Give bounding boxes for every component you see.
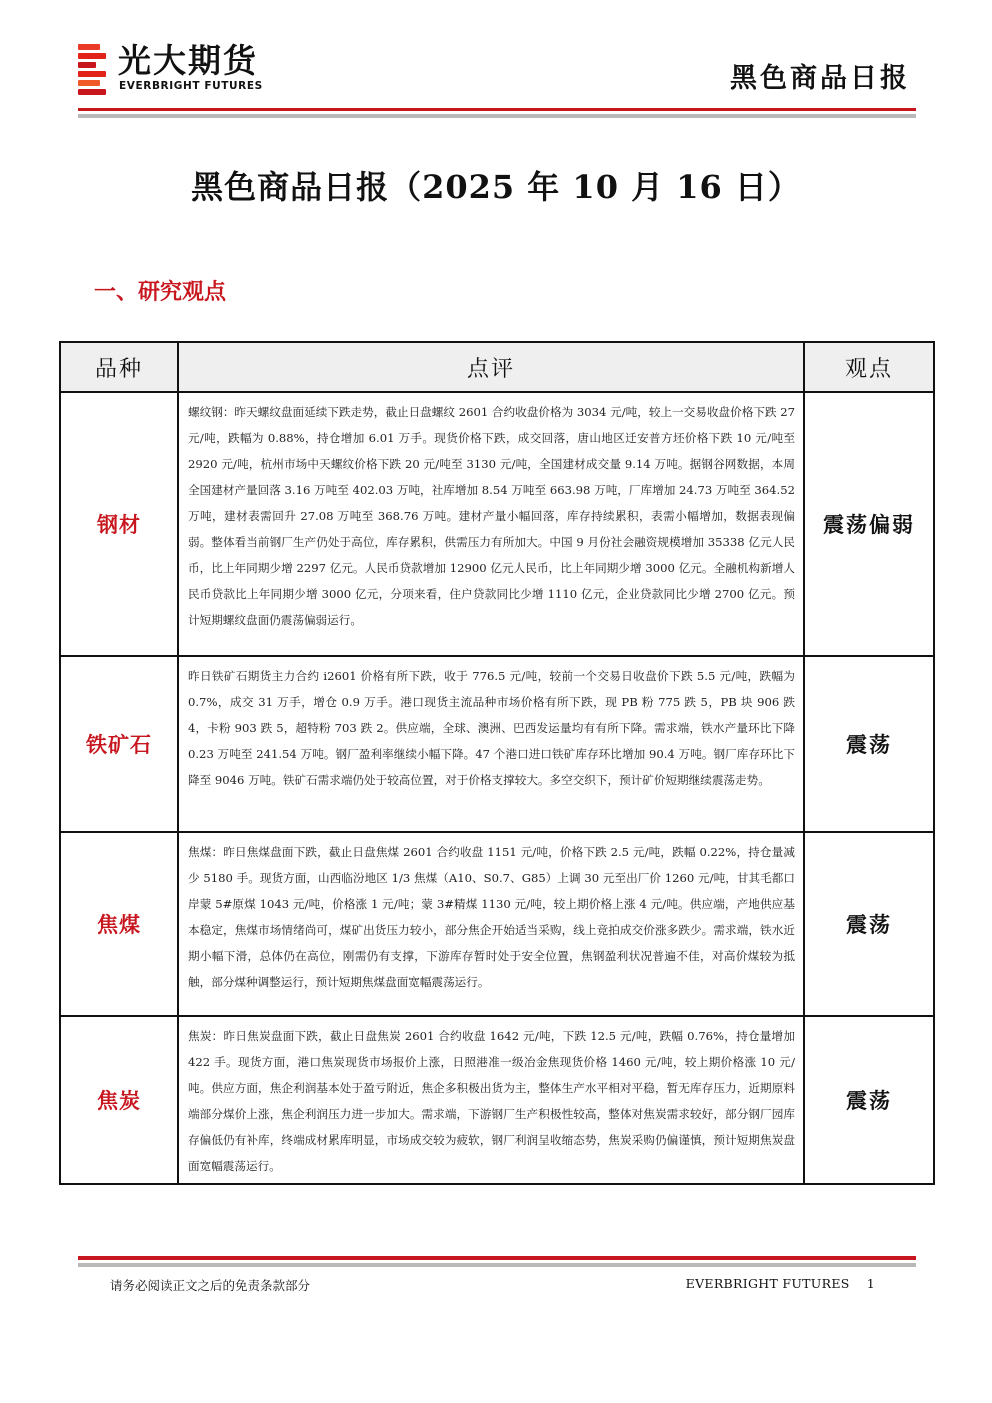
row-view: 震荡偏弱: [804, 392, 934, 656]
row-comment: 焦煤：昨日焦煤盘面下跌，截止日盘焦煤 2601 合约收盘 1151 元/吨，价格下跌 2.5 元/吨，跌幅 0.22%，持仓量减少 5180 手。现货方面，山西临汾地区 1/3 焦煤（A10、S0.7、G85）上调 30 元至出厂价 1260 元/吨，甘其毛都口岸蒙 5#原煤 1043 元/吨，价格涨 1 元/吨；蒙 3#精煤 1130 元/吨，较上期价格上涨 4 元/吨。供应端，产地供应基本稳定，焦煤市场情绪尚可，煤矿出货压力较小，部分焦企开始适当采购，线上竞拍成交价涨多跌少。需求端，铁水近期小幅下滑，总体仍在高位，刚需仍有支撑，下游库存暂时处于安全位置，焦钢盈利状况普遍不佳，对高价煤较为抵触，部分煤种调整运行，预计短期焦煤盘面宽幅震荡运行。: [178, 832, 804, 1016]
column-header-view: 观点: [804, 342, 934, 392]
brand-name-en: EVERBRIGHT FUTURES: [119, 80, 263, 92]
row-kind: 铁矿石: [60, 656, 178, 832]
row-kind: 钢材: [60, 392, 178, 656]
row-view: 震荡: [804, 832, 934, 1016]
document-title: 黑色商品日报（2025 年 10 月 16 日）: [191, 168, 801, 206]
everbright-logo-icon: [78, 44, 108, 96]
research-view-table: [59, 341, 935, 1185]
footer-brand: EVERBRIGHT FUTURES: [685, 1276, 850, 1291]
row-kind: 焦煤: [60, 832, 178, 1016]
row-comment: 昨日铁矿石期货主力合约 i2601 价格有所下跌，收于 776.5 元/吨，较前一个交易日收盘价下跌 5.5 元/吨，跌幅为 0.7%，成交 31 万手，增仓 0.9 万手。港口现货主流品种市场价格有所下跌，现 PB 粉 775 跌 5，PB 块 906 跌 4，卡粉 903 跌 5，超特粉 703 跌 2。供应端，全球、澳洲、巴西发运量均有有所下降。需求端，铁水产量环比下降 0.23 万吨至 241.54 万吨。钢厂盈利率继续小幅下降。47 个港口进口铁矿库存环比增加 90.4 万吨。钢厂库存环比下降至 9046 万吨。铁矿石需求端仍处于较高位置，对于价格支撑较大。多空交织下，预计矿价短期继续震荡走势。: [178, 656, 804, 832]
footer-divider-red: [78, 1256, 916, 1260]
header-report-type: 黑色商品日报: [730, 63, 910, 94]
row-kind: 焦炭: [60, 1016, 178, 1184]
row-comment: 焦炭：昨日焦炭盘面下跌，截止日盘焦炭 2601 合约收盘 1642 元/吨，下跌 12.5 元/吨，跌幅 0.76%，持仓量增加 422 手。现货方面，港口焦炭现货市场报价上涨，日照港准一级冶金焦现货价格 1460 元/吨，较上期价格涨 10 元/吨。供应方面，焦企利润基本处于盈亏附近，焦企多积极出货为主，整体生产水平相对平稳，暂无库存压力，近期原料端部分煤价上涨，焦企利润压力进一步加大。需求端，下游钢厂生产积极性较高，整体对焦炭需求较好，部分钢厂园库存偏低仍有补库，终端成材累库明显，市场成交较为疲软，钢厂利润呈收缩态势，焦炭采购仍偏谨慎，预计短期焦炭盘面宽幅震荡运行。: [178, 1016, 804, 1184]
header-divider-red: [78, 108, 916, 111]
footer-disclaimer: 请务必阅读正文之后的免责条款部分: [110, 1278, 311, 1293]
section-heading: 一、研究观点: [94, 279, 227, 305]
table-row: [60, 656, 934, 832]
column-header-comment: 点评: [178, 342, 804, 392]
footer-brand-page: [686, 1276, 875, 1291]
header-divider-gray: [78, 114, 916, 118]
row-view: 震荡: [804, 656, 934, 832]
row-view: 震荡: [804, 1016, 934, 1184]
page-number: 1: [866, 1276, 875, 1291]
row-comment: 螺纹钢：昨天螺纹盘面延续下跌走势，截止日盘螺纹 2601 合约收盘价格为 3034 元/吨，较上一交易收盘价格下跌 27 元/吨，跌幅为 0.88%，持仓增加 6.01 万手。现货价格下跌，成交回落，唐山地区迁安普方坯价格下跌 10 元/吨至 2920 元/吨，杭州市场中天螺纹价格下跌 20 元/吨至 3130 元/吨，全国建材成交量 9.14 万吨。据钢谷网数据，本周全国建材产量回落 3.16 万吨至 402.03 万吨，社库增加 8.54 万吨至 663.98 万吨，厂库增加 24.73 万吨至 364.52 万吨，建材表需回升 27.08 万吨至 368.76 万吨。建材产量小幅回落，库存持续累积，表需小幅增加，数据表现偏弱。整体看当前钢厂生产仍处于高位，库存累积，供需压力有所加大。中国 9 月份社会融资规模增加 35338 亿元人民币，比上年同期少增 2297 亿元。人民币贷款增加 12900 亿元人民币，比上年同期少增 3000 亿元。全融机构新增人民币贷款比上年同期少增 3000 亿元，分项来看，住户贷款同比少增 1110 亿元，企业贷款同比少增 2700 亿元。预计短期螺纹盘面仍震荡偏弱运行。: [178, 392, 804, 656]
footer-divider-gray: [78, 1263, 916, 1267]
table-header-row: [60, 342, 934, 392]
table-row: [60, 392, 934, 656]
table-row: [60, 832, 934, 1016]
page-header: [78, 40, 916, 120]
brand-name-cn: 光大期货: [118, 41, 258, 80]
column-header-kind: 品种: [60, 342, 178, 392]
table-row: [60, 1016, 934, 1184]
